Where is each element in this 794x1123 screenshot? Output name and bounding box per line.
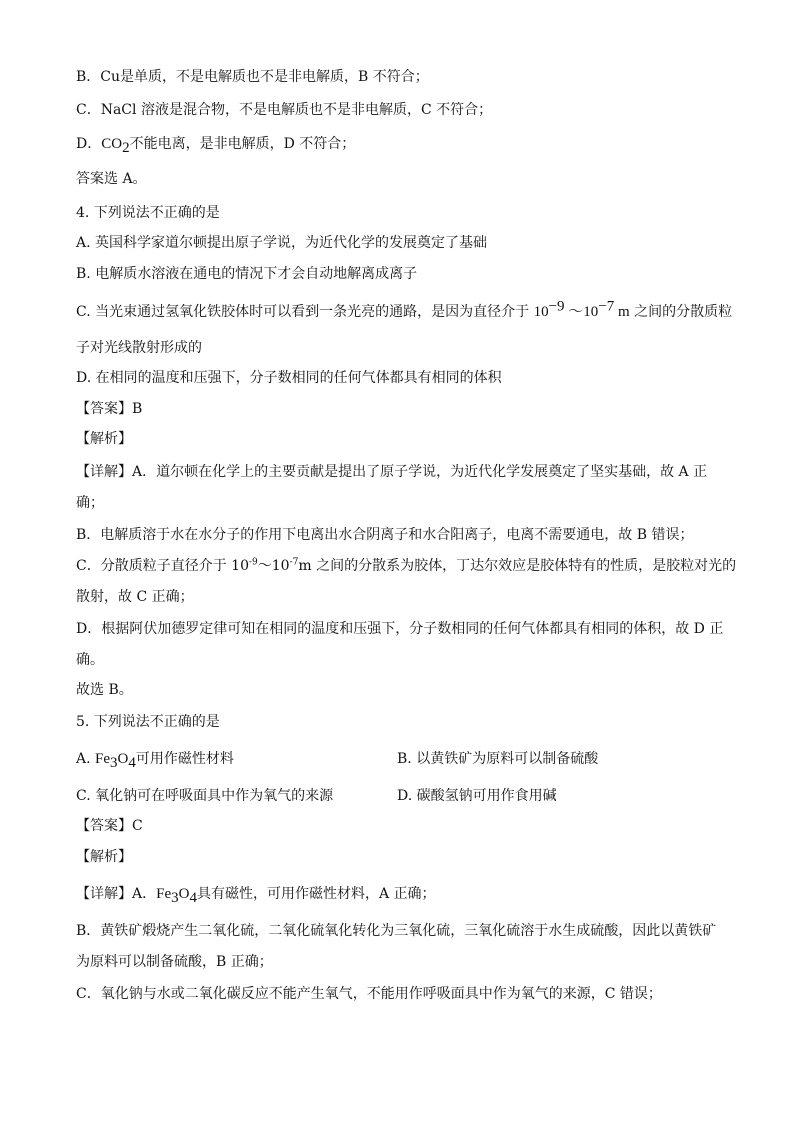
question-4-option-c-cont: 子对光线散射形成的: [76, 340, 202, 356]
detail-5-b-cont: 为原料可以制备硫酸，B 正确；: [76, 954, 273, 970]
analysis-label-5: 【解析】: [76, 849, 132, 865]
question-5-option-d: D. 碳酸氢钠可用作食用碱: [397, 788, 557, 804]
detail-4-c: C．分散质粒子直径介于 $10^{-9}\sim 10^{-7}m$ 之间的分散系为胶体，丁达尔效应是胶体特有的性质，是胶粒对光的: [76, 557, 737, 574]
detail-4-b: B．电解质溶于水在水分子的作用下电离出水合阴离子和水合阳离子，电离不需要通电，故 B 错误；: [76, 527, 694, 543]
detail-4-c-cont: 散射，故 C 正确；: [76, 589, 194, 605]
answer-choice: 答案选 A。: [76, 171, 147, 187]
question-5-options-ab: [76, 749, 234, 769]
question-4-option-b: B. 电解质水溶液在通电的情况下才会自动地解离成离子: [76, 266, 418, 282]
question-5-option-c: C. 氧化钠可在呼吸面具中作为氧气的来源: [76, 788, 334, 804]
answer-line-d: D．$CO_2$不能电离，是非电解质，D 不符合；: [76, 136, 356, 156]
answer-line-b: B．Cu是单质，不是电解质也不是非电解质，B 不符合；: [76, 69, 429, 85]
question-5-stem: 5. 下列说法不正确的是: [76, 714, 220, 730]
detail-4-d-cont: 确。: [76, 652, 104, 668]
question-4-option-a: A. 英国科学家道尔顿提出原子学说，为近代化学的发展奠定了基础: [76, 235, 488, 251]
detail-5-b: B．黄铁矿煅烧产生二氧化硫，二氧化硫氧化转化为三氧化硫，三氧化硫溶于水生成硫酸，因此以黄铁矿: [76, 923, 717, 939]
answer-label-5: 【答案】C: [76, 818, 143, 834]
choice-4: 故选 B。: [76, 682, 133, 698]
analysis-label-4: 【解析】: [76, 431, 132, 447]
detail-5-c: C．氧化钠与水或二氧化碳反应不能产生氧气，不能用作呼吸面具中作为氧气的来源，C 错误；: [76, 986, 662, 1002]
detail-5-a: 【详解】A．$Fe_3O_4$具有磁性，可用作磁性材料，A 正确；: [76, 886, 436, 906]
answer-line-c: C．NaCl 溶液是混合物，不是电解质也不是非电解质，C 不符合；: [76, 102, 493, 118]
detail-4-a: 【详解】A．道尔顿在化学上的主要贡献是提出了原子学说，为近代化学发展奠定了坚实基础，故 A 正: [76, 464, 708, 480]
answer-label-4: 【答案】B: [76, 401, 143, 417]
detail-4-a-cont: 确；: [76, 495, 104, 511]
question-5-option-a: A. $Fe_3O_4$可用作磁性材料: [76, 751, 234, 771]
question-4-option-c: C. 当光束通过氢氧化铁胶体时可以看到一条光亮的通路，是因为直径介于 $10^{-9}$ $\sim 10^{-7}$ m 之间的分散质粒: [76, 298, 733, 320]
question-5-option-b: B. 以黄铁矿为原料可以制备硫酸: [397, 751, 599, 767]
detail-4-d: D．根据阿伏加德罗定律可知在相同的温度和压强下，分子数相同的任何气体都具有相同的体积，故 D 正: [76, 621, 724, 637]
question-4-stem: 4. 下列说法不正确的是: [76, 205, 220, 221]
question-4-option-d: D. 在相同的温度和压强下，分子数相同的任何气体都具有相同的体积: [76, 370, 502, 386]
